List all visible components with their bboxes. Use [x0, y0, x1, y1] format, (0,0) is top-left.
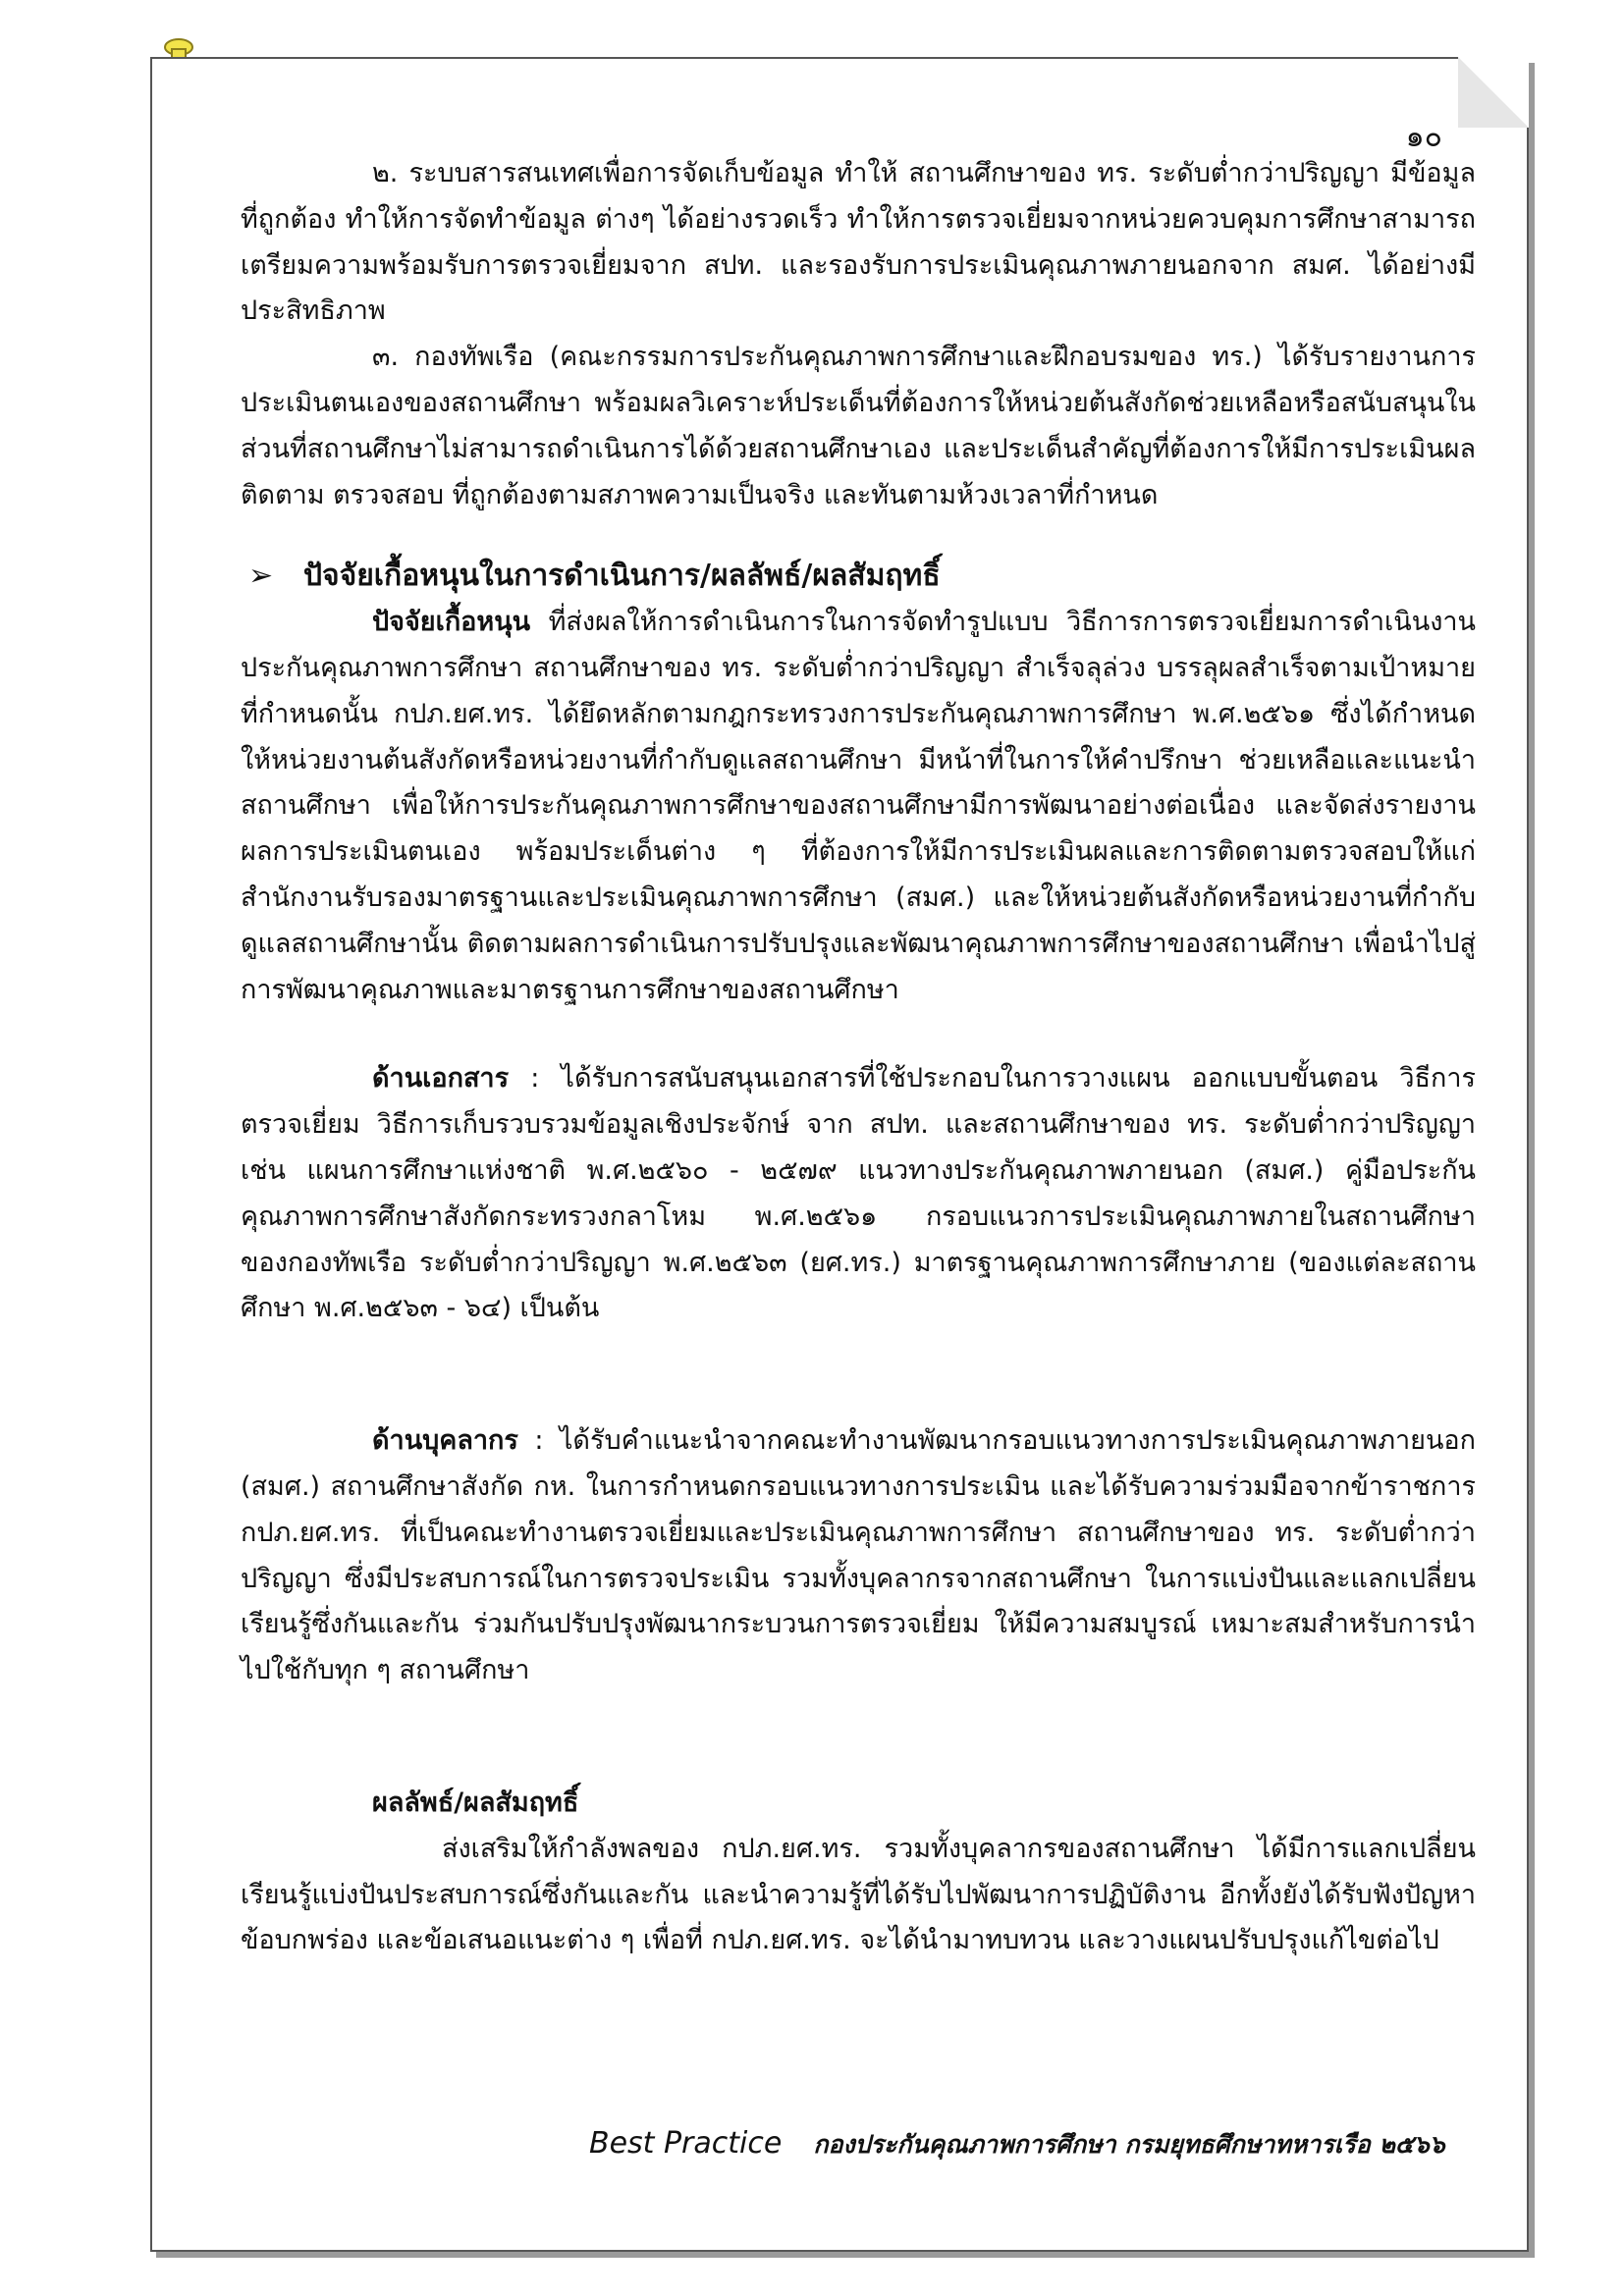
- factors-text: ที่ส่งผลให้การดำเนินการในการจัดทำรูปแบบ วิธีการการตรวจเยี่ยมการดำเนินงานประกันคุณภาพการศึกษา สถานศึกษาของ ทร. ระดับต่ำกว่าปริญญา สำเร็จลุล่วง บรรลุผลสำเร็จตามเป้าหมายที่กำหนดนั้น กปภ.ยศ.ทร. ได้ยึดหลักตามกฎกระทรวงการประกันคุณภาพการศึกษา พ.ศ.๒๕๖๑ ซึ่งได้กำหนดให้หน่วยงานต้นสังกัดหรือหน่วยงานที่กำกับดูแลสถานศึกษา มีหน้าที่ในการให้คำปรึกษา ช่วยเหลือและแนะนำสถานศึกษา เพื่อให้การประกันคุณภาพการศึกษาของสถานศึกษามีการพัฒนาอย่างต่อเนื่อง และจัดส่งรายงานผลการประเมินตนเอง พร้อมประเด็นต่าง ๆ ที่ต้องการให้มีการประเมินผลและการติดตามตรวจสอบให้แก่สำนักงานรับรองมาตรฐานและประเมินคุณภาพการศึกษา (สมศ.) และให้หน่วยต้นสังกัดหรือหน่วยงานที่กำกับดูแลสถานศึกษานั้น ติดตามผลการดำเนินการปรับปรุงและพัฒนาคุณภาพการศึกษาของสถานศึกษา เพื่อนำไปสู่การพัฒนาคุณภาพและมาตรฐานการศึกษาของสถานศึกษา: [241, 607, 1476, 1005]
- arrow-bullet-icon: ➢: [248, 559, 274, 594]
- paragraph-item-3: ๓. กองทัพเรือ (คณะกรรมการประกันคุณภาพการศึกษาและฝึกอบรมของ ทร.) ได้รับรายงานการประเมินตนเองของสถานศึกษา พร้อมผลวิเคราะห์ประเด็นที่ต้องการให้หน่วยต้นสังกัดช่วยเหลือหรือสนับสนุนในส่วนที่สถานศึกษาไม่สามารถดำเนินการได้ด้วยสถานศึกษาเอง และประเด็นสำคัญที่ต้องการให้มีการประเมินผล ติดตาม ตรวจสอบ ที่ถูกต้องตามสภาพความเป็นจริง และทันตามห้วงเวลาที่กำหนด: [241, 342, 1476, 510]
- paper-sheet: [150, 57, 1529, 2252]
- section-heading-text: ปัจจัยเกื้อหนุนในการดำเนินการ/ผลลัพธ์/ผลสัมฤทธิ์: [303, 559, 941, 594]
- factors-paragraph: [241, 600, 1476, 1013]
- page-footer: [589, 2125, 1453, 2164]
- document-body: [241, 151, 1476, 1964]
- documents-text: : ได้รับการสนับสนุนเอกสารที่ใช้ประกอบในการวางแผน ออกแบบขั้นตอน วิธีการตรวจเยี่ยม วิธีการเก็บรวบรวมข้อมูลเชิงประจักษ์ จาก สปท. และสถานศึกษาของ ทร. ระดับต่ำกว่าปริญญา เช่น แผนการศึกษาแห่งชาติ พ.ศ.๒๕๖๐ - ๒๕๗๙ แนวทางประกันคุณภาพภายนอก (สมศ.) คู่มือประกันคุณภาพการศึกษาสังกัดกระทรวงกลาโหม พ.ศ.๒๕๖๑ กรอบแนวการประเมินคุณภาพภายในสถานศึกษาของกองทัพเรือ ระดับต่ำกว่าปริญญา พ.ศ.๒๕๖๓ (ยศ.ทร.) มาตรฐานคุณภาพการศึกษาภาย (ของแต่ละสถานศึกษา พ.ศ.๒๕๖๓ - ๖๔) เป็นต้น: [241, 1063, 1476, 1324]
- personnel-paragraph: [241, 1418, 1476, 1694]
- page-corner-fold: [1458, 57, 1529, 128]
- footer-organization: กองประกันคุณภาพการศึกษา กรมยุทธศึกษาทหารเรือ ๒๕๖๖: [813, 2130, 1445, 2159]
- personnel-label: ด้านบุคลากร: [372, 1425, 518, 1457]
- documents-paragraph: [241, 1056, 1476, 1332]
- results-paragraph: ส่งเสริมให้กำลังพลของ กปภ.ยศ.ทร. รวมทั้งบุคลากรของสถานศึกษา ได้มีการแลกเปลี่ยนเรียนรู้แบ่งปันประสบการณ์ซึ่งกันและกัน และนำความรู้ที่ได้รับไปพัฒนาการปฏิบัติงาน อีกทั้งยังได้รับฟังปัญหาข้อบกพร่อง และข้อเสนอแนะต่าง ๆ เพื่อที่ กปภ.ยศ.ทร. จะได้นำมาทบทวน และวางแผนปรับปรุงแก้ไขต่อไป: [241, 1833, 1476, 1956]
- footer-best-practice: Best Practice: [589, 2126, 783, 2161]
- page-number: ๑๐: [1405, 120, 1442, 154]
- factors-label: ปัจจัยเกื้อหนุน: [372, 607, 531, 638]
- paragraph-item-2: ๒. ระบบสารสนเทศเพื่อการจัดเก็บข้อมูล ทำให้ สถานศึกษาของ ทร. ระดับต่ำกว่าปริญญา มีข้อมูลที่ถูกต้อง ทำให้การจัดทำข้อมูล ต่างๆ ได้อย่างรวดเร็ว ทำให้การตรวจเยี่ยมจากหน่วยควบคุมการศึกษาสามารถเตรียมความพร้อมรับการตรวจเยี่ยมจาก สปท. และรองรับการประเมินคุณภาพภายนอกจาก สมศ. ได้อย่างมีประสิทธิภาพ: [241, 158, 1476, 327]
- documents-label: ด้านเอกสาร: [372, 1063, 510, 1095]
- section-heading: [241, 554, 1476, 600]
- personnel-text: : ได้รับคำแนะนำจากคณะทำงานพัฒนากรอบแนวทางการประเมินคุณภาพภายนอก (สมศ.) สถานศึกษาสังกัด กห. ในการกำหนดกรอบแนวทางการประเมิน และได้รับความร่วมมือจากข้าราชการ กปภ.ยศ.ทร. ที่เป็นคณะทำงานตรวจเยี่ยมและประเมินคุณภาพการศึกษา สถานศึกษาของ ทร. ระดับต่ำกว่าปริญญา ซึ่งมีประสบการณ์ในการตรวจประเมิน รวมทั้งบุคลากรจากสถานศึกษา ในการแบ่งปันและแลกเปลี่ยนเรียนรู้ซึ่งกันและกัน ร่วมกันปรับปรุงพัฒนากระบวนการตรวจเยี่ยม ให้มีความสมบูรณ์ เหมาะสมสำหรับการนำไปใช้กับทุก ๆ สถานศึกษา: [241, 1425, 1476, 1686]
- results-title: ผลลัพธ์/ผลสัมฤทธิ์: [372, 1787, 579, 1818]
